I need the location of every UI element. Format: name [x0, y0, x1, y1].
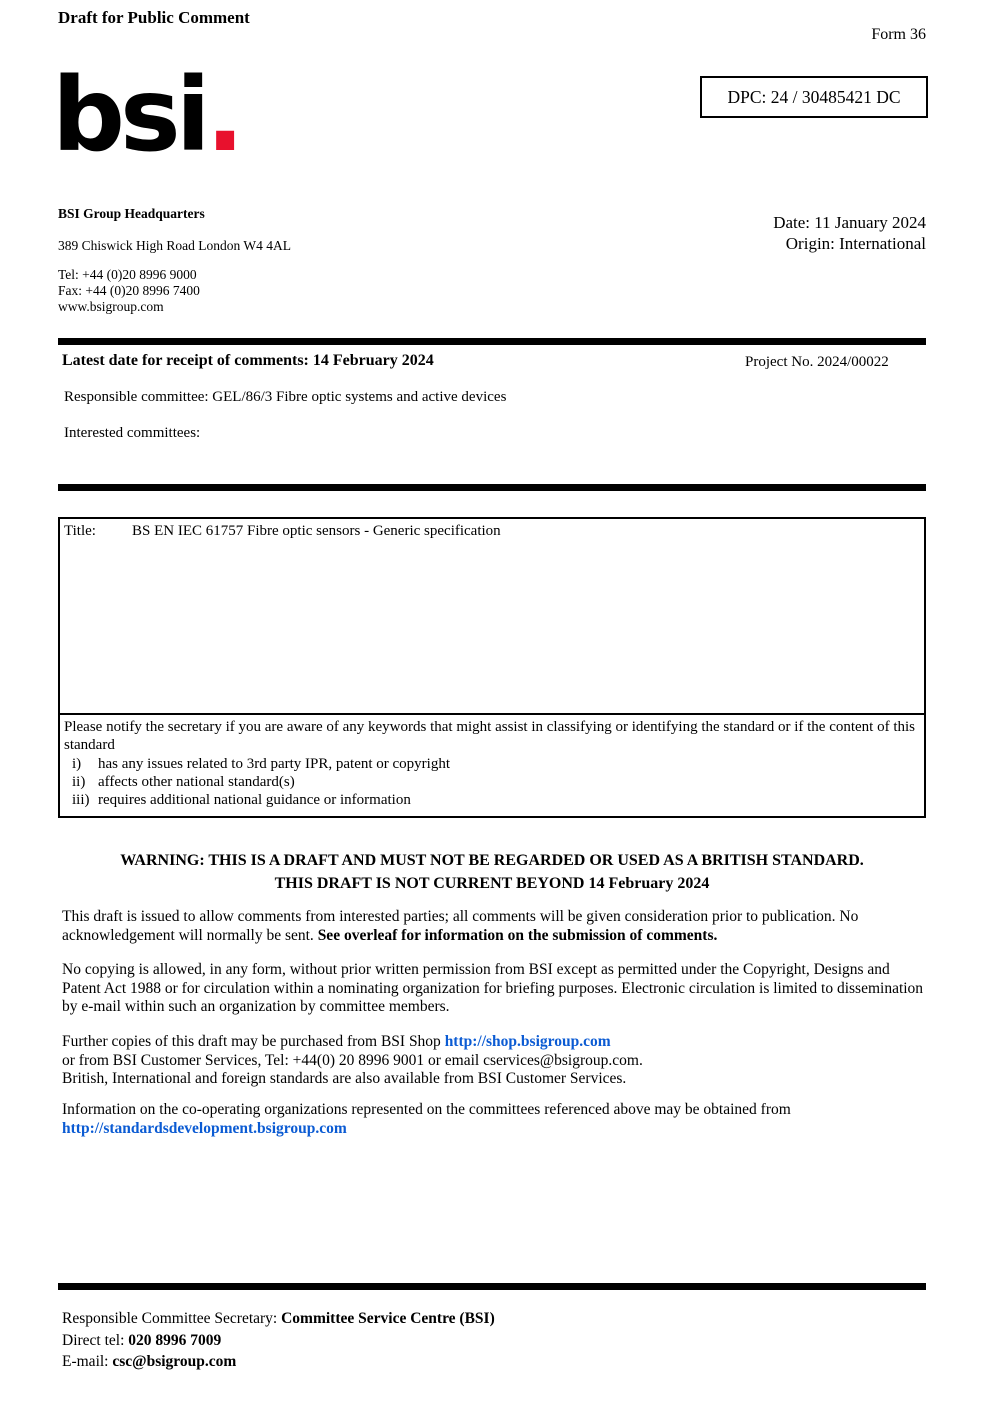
keywords-item-1-text: has any issues related to 3rd party IPR, patent or copyright: [98, 756, 451, 772]
draft-warning-line-1: WARNING: THIS IS A DRAFT AND MUST NOT BE REGARDED OR USED AS A BRITISH STANDARD.: [120, 852, 864, 869]
keywords-item-1-number: i): [72, 756, 82, 772]
keywords-item-3-text: requires additional national guidance or information: [98, 792, 411, 808]
footer-contact-block: [62, 1308, 495, 1373]
document-date: Date: 11 January 2024: [773, 213, 926, 232]
project-number: Project No. 2024/00022: [745, 354, 889, 370]
keywords-intro: Please notify the secretary if you are aware of any keywords that might assist in classifying or identifying the standard or if the content of this standard: [64, 719, 916, 753]
standards-availability-line: British, International and foreign standards are also available from BSI Customer Services.: [62, 1070, 627, 1087]
keywords-row: [60, 715, 924, 816]
customer-services-line: or from BSI Customer Services, Tel: +44(0) 20 8996 9001 or email cservices@bsigroup.com.: [62, 1051, 643, 1069]
bsi-fax: Fax: +44 (0)20 8996 7400: [58, 283, 200, 298]
committee-secretary-label: Responsible Committee Secretary:: [62, 1310, 282, 1327]
draft-warning: [58, 849, 926, 895]
date-origin-block: [773, 212, 926, 254]
further-copies-paragraph: [62, 1033, 928, 1089]
interested-committees: Interested committees:: [64, 425, 201, 441]
bsi-address: 389 Chiswick High Road London W4 4AL: [58, 238, 291, 253]
see-overleaf-text: See overleaf for information on the submission of comments.: [317, 926, 718, 944]
bsi-logo-red-dot: .: [205, 56, 240, 175]
dpc-number: DPC: 24 / 30485421 DC: [727, 86, 901, 107]
document-origin: Origin: International: [785, 234, 926, 253]
responsible-committee: Responsible committee: GEL/86/3 Fibre optic systems and active devices: [64, 389, 507, 405]
no-copying-paragraph: No copying is allowed, in any form, without prior written permission from BSI except as permitted under the Copyright, Designs and Patent Act 1988 or for circulation within a nominating organization for briefing purposes. Electronic circulation is limited to dissemination by e-mail within such an organization by committee members.: [62, 961, 924, 1015]
horizontal-rule-middle: [58, 484, 926, 491]
direct-tel-value: 020 8996 7009: [128, 1331, 222, 1349]
latest-date-for-comments: Latest date for receipt of comments: 14 February 2024: [62, 352, 434, 369]
horizontal-rule-bottom: [58, 1283, 926, 1290]
committee-secretary-line: [62, 1308, 495, 1330]
draft-for-public-comment-label: Draft for Public Comment: [58, 8, 250, 27]
committee-secretary-value: Committee Service Centre (BSI): [281, 1310, 495, 1327]
keywords-item-1: [64, 755, 920, 773]
dpc-number-box: [700, 76, 928, 118]
keywords-item-2-number: ii): [72, 774, 86, 790]
email-label: E-mail:: [62, 1353, 113, 1370]
email-value: csc@bsigroup.com: [112, 1353, 237, 1370]
horizontal-rule-top: [58, 338, 926, 345]
direct-tel-line: [62, 1330, 495, 1352]
draft-issued-paragraph: [62, 908, 928, 945]
bsi-telephone: Tel: +44 (0)20 8996 9000: [58, 267, 197, 282]
title-and-keywords-box: [58, 517, 926, 818]
keywords-item-2-text: affects other national standard(s): [98, 774, 295, 790]
draft-issued-text: This draft is issued to allow comments from interested parties; all comments will be given consideration prior to publication. No acknowledgement will normally be sent.: [62, 908, 859, 944]
standards-development-link[interactable]: http://standardsdevelopment.bsigroup.com: [62, 1119, 347, 1137]
keywords-item-3-number: iii): [72, 792, 90, 808]
cooperating-organizations-text: Information on the co-operating organizations represented on the committees referenced above may be obtained from: [62, 1101, 791, 1118]
form-number: Form 36: [871, 26, 926, 43]
email-line: [62, 1351, 495, 1373]
cooperating-organizations-paragraph: [62, 1101, 928, 1138]
bsi-logo-text: bsi: [52, 56, 206, 175]
title-row: [60, 519, 924, 715]
bsi-shop-link[interactable]: http://shop.bsigroup.com: [444, 1033, 611, 1050]
bsi-logo: [52, 56, 240, 175]
standard-title: BS EN IEC 61757 Fibre optic sensors - Generic specification: [132, 523, 501, 539]
title-label: Title:: [64, 523, 96, 539]
keywords-item-2: [64, 773, 920, 791]
bsi-website: www.bsigroup.com: [58, 299, 164, 314]
bsi-headquarters-label: BSI Group Headquarters: [58, 206, 205, 221]
keywords-item-3: [64, 791, 920, 809]
further-copies-text: Further copies of this draft may be purchased from BSI Shop: [62, 1033, 445, 1050]
direct-tel-label: Direct tel:: [62, 1331, 129, 1349]
draft-warning-line-2: THIS DRAFT IS NOT CURRENT BEYOND 14 February 2024: [274, 875, 710, 892]
